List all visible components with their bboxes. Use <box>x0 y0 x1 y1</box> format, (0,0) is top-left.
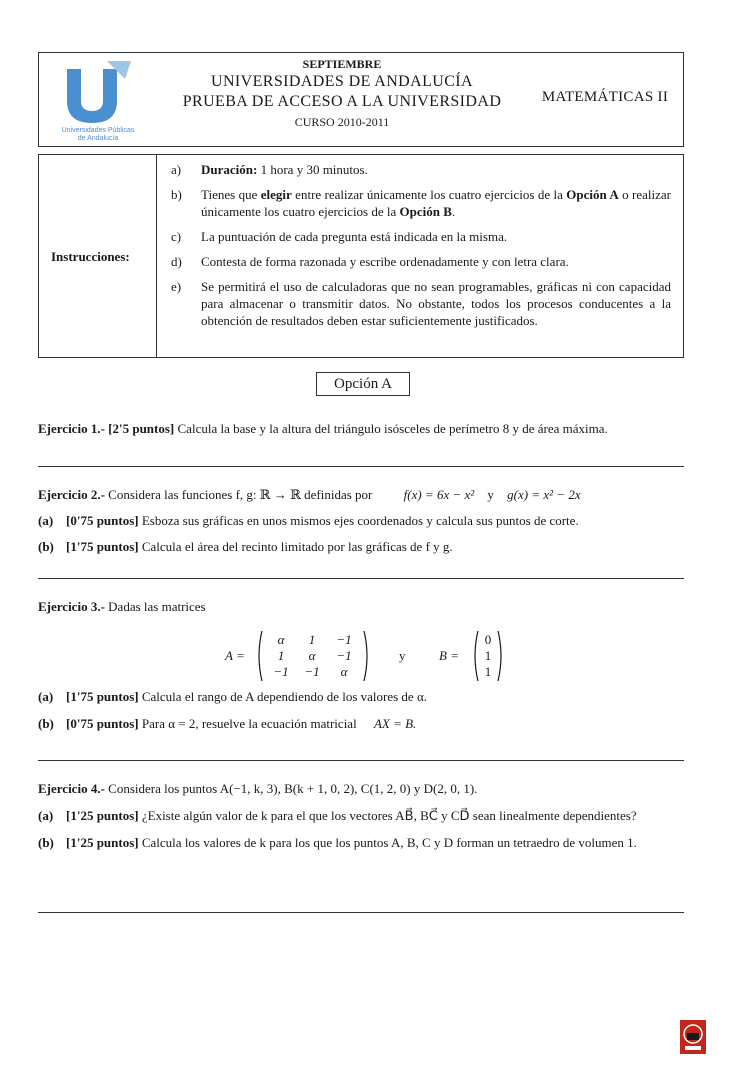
instructions-label: Instrucciones: <box>51 249 130 264</box>
matrix-cell: 1 <box>484 664 492 679</box>
matrix-cell: α <box>308 648 316 663</box>
exercise-1 <box>38 420 684 437</box>
instruction-text: Tienes que <box>201 187 261 202</box>
matrix-b <box>471 630 505 682</box>
part-letter: (b) <box>38 539 54 554</box>
exercise-title: Ejercicio 1.- <box>38 421 105 436</box>
exercise-points: [2'5 puntos] <box>108 421 175 436</box>
matrix-cell: −1 <box>273 664 289 679</box>
matrix-cell: 1 <box>308 632 316 647</box>
conjunction: y <box>487 487 494 502</box>
part-text: Calcula el área del recinto limitado por las gráficas de f y g. <box>138 539 453 554</box>
instruction-letter: d) <box>171 254 182 269</box>
exercise-title: Ejercicio 2.- <box>38 487 105 502</box>
exercise-2a <box>38 512 684 529</box>
exercise-2b <box>38 538 684 555</box>
divider <box>38 466 684 467</box>
instructions-box <box>38 154 684 358</box>
right-paren-icon <box>363 630 371 682</box>
matrix-b-label: B = <box>439 648 459 663</box>
divider <box>38 760 684 761</box>
exercise-title: Ejercicio 3.- <box>38 599 105 614</box>
exercise-2 <box>38 486 684 555</box>
function-g: g(x) = x² − 2x <box>507 487 581 502</box>
option-title: Opción A <box>316 372 410 396</box>
exercise-title: Ejercicio 4.- <box>38 781 105 796</box>
instruction-letter: c) <box>171 229 182 244</box>
instruction-a <box>171 161 671 178</box>
instruction-text: entre realizar únicamente los cuatro ejercicios de la <box>291 187 567 202</box>
part-text: Para α = 2, resuelve la ecuación matricial <box>138 716 357 731</box>
matrix-cell: −1 <box>304 664 320 679</box>
exercise-4-statement <box>38 780 684 797</box>
function-f: f(x) = 6x − x² <box>403 487 475 502</box>
matrix-cell: 0 <box>484 632 492 647</box>
part-letter: (b) <box>38 835 54 850</box>
instruction-text: Se permitirá el uso de calculadoras que no sean programables, gráficas ni con capacidad para almacenar o transmitir datos. No obstante, todos los procesos conducentes a la obtención de resultados deben estar suficientemente justificados. <box>201 279 671 328</box>
part-text: Calcula el rango de A dependiendo de los valores de α. <box>138 689 428 704</box>
left-paren-icon <box>255 630 263 682</box>
matrix-cell: −1 <box>336 632 352 647</box>
divider <box>38 578 684 579</box>
exercise-text: Considera los puntos A(−1, k, 3), B(k + 1, 0, 2), C(1, 2, 0) y D(2, 0, 1). <box>104 781 478 796</box>
instruction-text: . <box>451 204 456 219</box>
instruction-b <box>171 186 671 220</box>
university-logo <box>39 53 157 148</box>
stamp-icon <box>680 1020 706 1054</box>
header-title <box>157 57 527 132</box>
part-letter: (b) <box>38 716 54 731</box>
matrix-a-label: A = <box>225 648 245 663</box>
exercise-3-parts <box>38 688 684 732</box>
part-points: [1'75 puntos] <box>66 689 139 704</box>
matrix-cell: 1 <box>277 648 285 663</box>
matrix-a <box>255 630 373 682</box>
header-line2: PRUEBA DE ACCESO A LA UNIVERSIDAD <box>182 93 502 110</box>
exercise-4a <box>38 807 684 824</box>
instruction-c <box>171 228 671 245</box>
logo-caption-line1: Universidades Públicas <box>61 127 135 134</box>
instruction-d <box>171 253 671 270</box>
matrix-cell: α <box>277 632 285 647</box>
matrices <box>225 630 525 682</box>
exercise-4 <box>38 780 684 851</box>
u-logo-icon <box>61 59 135 125</box>
instruction-e <box>171 278 671 329</box>
instruction-text: o realizar únicamente los cuatro ejercicios de la <box>201 187 672 219</box>
part-points: [1'25 puntos] <box>66 808 139 823</box>
instruction-text: Contesta de forma razonada y escribe ordenadamente y con letra clara. <box>201 254 569 269</box>
matrix-equation: AX = B. <box>373 716 417 731</box>
right-paren-icon <box>497 630 505 682</box>
course-year: CURSO 2010-2011 <box>294 115 390 129</box>
instruction-letter: b) <box>171 187 182 202</box>
exercise-3 <box>38 598 684 615</box>
instructions-list <box>171 161 671 337</box>
instruction-text: 1 hora y 30 minutos. <box>257 162 368 177</box>
instruction-bold: Duración: <box>201 162 258 177</box>
exercise-3b <box>38 715 684 732</box>
part-text: ¿Existe algún valor de k para el que los vectores AB⃗, BC⃗ y CD⃗ sean linealmente dependientes? <box>138 808 637 823</box>
header-line1: UNIVERSIDADES DE ANDALUCÍA <box>211 73 473 90</box>
header-box <box>38 52 684 147</box>
instruction-bold: Opción A <box>566 187 619 202</box>
instructions-label-cell <box>39 155 157 357</box>
matrix-cell: −1 <box>336 648 352 663</box>
subject-title: MATEMÁTICAS II <box>541 89 669 105</box>
exercise-text: Calcula la base y la altura del triángulo isósceles de perímetro 8 y de área máxima. <box>174 421 608 436</box>
exercise-4b <box>38 834 684 851</box>
part-points: [1'75 puntos] <box>66 539 139 554</box>
matrix-a-grid <box>265 632 361 680</box>
exercise-text: Considera las funciones f, g: ℝ → ℝ definidas por <box>104 487 373 502</box>
logo-caption <box>39 127 157 143</box>
matrix-b-grid <box>479 632 497 680</box>
part-letter: (a) <box>38 808 54 823</box>
part-points: [0'75 puntos] <box>66 716 139 731</box>
exercise-3a <box>38 688 684 705</box>
exam-month: SEPTIEMBRE <box>302 57 382 71</box>
matrix-cell: 1 <box>484 648 492 663</box>
divider <box>38 912 684 913</box>
part-letter: (a) <box>38 513 54 528</box>
logo-caption-line2: de Andalucía <box>77 135 119 142</box>
exercise-text: Dadas las matrices <box>104 599 206 614</box>
instruction-letter: e) <box>171 279 182 294</box>
conjunction: y <box>399 648 406 663</box>
left-paren-icon <box>471 630 479 682</box>
exercise-2-statement <box>38 486 684 503</box>
part-points: [1'25 puntos] <box>66 835 139 850</box>
part-text: Esboza sus gráficas en unos mismos ejes coordenados y calcula sus puntos de corte. <box>138 513 579 528</box>
part-points: [0'75 puntos] <box>66 513 139 528</box>
instruction-bold: elegir <box>260 187 292 202</box>
instruction-bold: Opción B <box>399 204 452 219</box>
instruction-letter: a) <box>171 162 182 177</box>
part-text: Calcula los valores de k para los que los puntos A, B, C y D forman un tetraedro de volumen 1. <box>138 835 637 850</box>
matrix-cell: α <box>340 664 348 679</box>
instruction-text: La puntuación de cada pregunta está indicada en la misma. <box>201 229 508 244</box>
part-letter: (a) <box>38 689 54 704</box>
